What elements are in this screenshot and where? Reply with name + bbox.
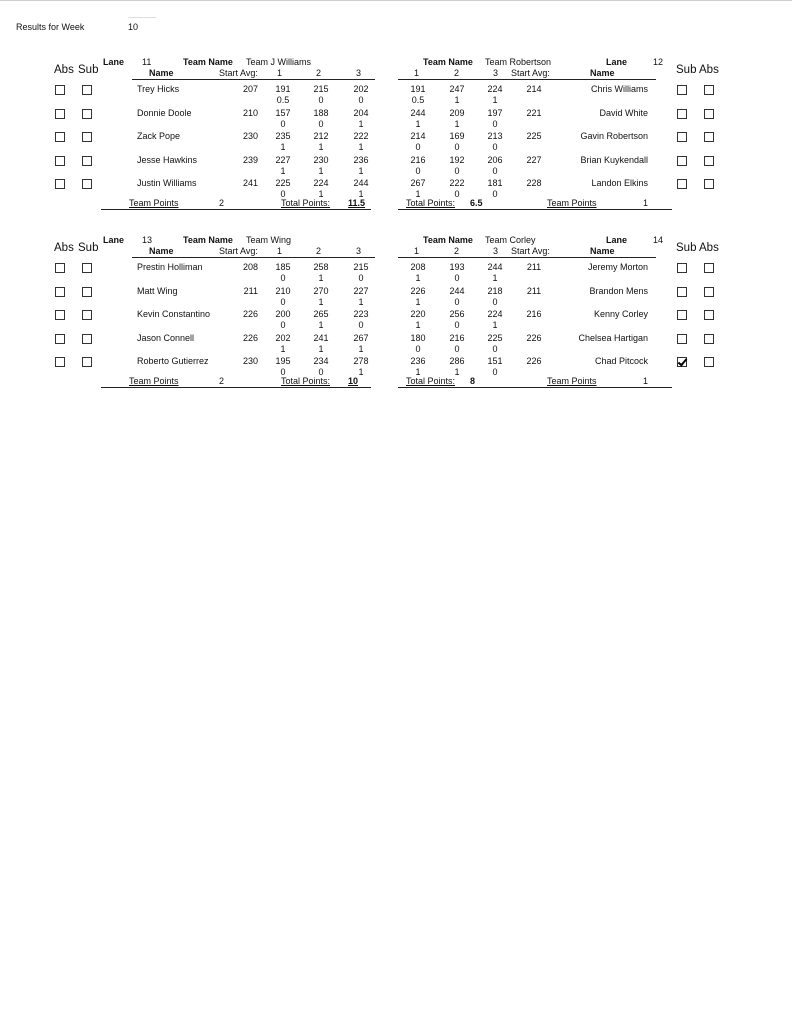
game1-score: 191 <box>275 84 291 94</box>
abs-header-right: Abs <box>699 242 719 254</box>
player-start-avg: 210 <box>242 107 258 118</box>
game2-point: 0 <box>454 343 460 354</box>
game2-score: 258 <box>313 262 329 272</box>
game2-header-left: 2 <box>316 68 322 78</box>
game3-point: 1 <box>358 189 364 199</box>
team-name-left: Team J Williams <box>246 57 312 67</box>
game1-point: 0 <box>415 142 421 152</box>
player-start-avg: 230 <box>242 356 258 366</box>
sub-header-right: Sub <box>676 242 697 254</box>
header-rule-left <box>132 257 375 258</box>
game1-point: 0 <box>280 367 286 377</box>
game1-score: 200 <box>275 309 291 319</box>
substitute-checkbox[interactable] <box>677 334 687 344</box>
game1-score: 220 <box>410 309 426 319</box>
player-start-avg: 239 <box>242 154 258 165</box>
player-name: Prestin Holliman <box>137 262 203 272</box>
game1-score: 180 <box>410 332 426 343</box>
absent-checkbox[interactable] <box>55 310 65 320</box>
substitute-checkbox[interactable] <box>82 287 92 297</box>
player-name: Jesse Hawkins <box>137 154 198 165</box>
game2-point: 1 <box>318 320 324 330</box>
player-name: Chris Williams <box>591 84 648 94</box>
game1-score: 214 <box>410 131 426 141</box>
game2-point: 0 <box>454 189 460 199</box>
game2-score: 234 <box>313 356 329 366</box>
substitute-checkbox[interactable] <box>677 179 687 189</box>
game1-score: 195 <box>275 356 291 366</box>
game2-point: 0 <box>318 367 324 377</box>
player-name: Chad Pitcock <box>594 356 648 366</box>
game2-score: 212 <box>313 131 329 141</box>
player-start-avg: 230 <box>242 131 258 141</box>
game3-point: 0 <box>492 118 498 129</box>
game3-point: 0 <box>492 189 498 199</box>
game2-point: 1 <box>318 142 324 152</box>
total-points-label-left: Total Points: <box>281 375 331 386</box>
game3-point: 0 <box>358 320 364 330</box>
name-header-right: Name <box>590 68 615 78</box>
game1-score: 210 <box>275 285 291 296</box>
game2-score: 215 <box>313 84 329 94</box>
player-start-avg: 226 <box>242 309 258 319</box>
game1-point: 1 <box>280 165 286 176</box>
substitute-checkbox[interactable] <box>82 179 92 189</box>
absent-checkbox[interactable] <box>55 263 65 273</box>
game3-point: 0 <box>492 343 498 354</box>
lane-label-left: Lane <box>103 57 125 67</box>
team-name-right: Team Corley <box>485 235 536 245</box>
game2-score: 265 <box>313 309 329 319</box>
team-name-label-right: Team Name <box>423 235 473 245</box>
game3-score: 202 <box>353 84 369 94</box>
game3-score: 218 <box>487 285 503 296</box>
team-name-right: Team Robertson <box>485 57 552 67</box>
player-start-avg: 221 <box>526 107 542 118</box>
game1-score: 216 <box>410 154 426 165</box>
game2-score: 192 <box>449 154 465 165</box>
game3-point: 1 <box>358 142 364 152</box>
game3-score: 223 <box>353 309 369 319</box>
header-rule-left <box>132 79 375 80</box>
substitute-checkbox[interactable] <box>82 85 92 95</box>
game3-point: 1 <box>358 165 364 176</box>
game2-score: 286 <box>449 356 465 366</box>
game2-point: 1 <box>454 367 460 377</box>
absent-checkbox[interactable] <box>704 310 714 320</box>
game2-score: 222 <box>449 178 465 188</box>
game1-header-right: 1 <box>414 246 420 256</box>
player-name: Brandon Mens <box>589 285 648 296</box>
game2-score: 244 <box>449 285 465 296</box>
game3-score: 236 <box>353 154 369 165</box>
game2-score: 209 <box>449 107 465 118</box>
absent-checkbox[interactable] <box>704 85 714 95</box>
game2-point: 1 <box>454 118 460 129</box>
game1-score: 226 <box>410 285 426 296</box>
game1-score: 244 <box>410 107 426 118</box>
game1-point: 1 <box>415 367 421 377</box>
game1-score: 236 <box>410 356 426 366</box>
game3-point: 1 <box>492 320 498 330</box>
game3-score: 244 <box>353 178 369 188</box>
substitute-checkbox[interactable] <box>677 357 687 367</box>
player-name: Matt Wing <box>137 285 178 296</box>
game2-score: 256 <box>449 309 465 319</box>
game3-score: 267 <box>353 332 369 343</box>
substitute-checkbox[interactable] <box>677 310 687 320</box>
game2-point: 1 <box>318 165 324 176</box>
game2-header-left: 2 <box>316 246 322 256</box>
game2-point: 0 <box>454 142 460 152</box>
player-name: Roberto Gutierrez <box>137 356 209 366</box>
player-name: Landon Elkins <box>591 178 648 188</box>
footer-rule-left <box>101 387 371 388</box>
game2-point: 1 <box>318 343 324 354</box>
substitute-checkbox[interactable] <box>82 132 92 142</box>
substitute-checkbox[interactable] <box>82 334 92 344</box>
total-points-value-right: 8 <box>470 375 476 386</box>
top-border <box>0 0 792 1</box>
player-start-avg: 211 <box>526 262 542 272</box>
game2-score: 193 <box>449 262 465 272</box>
game1-point: 0.5 <box>411 95 425 105</box>
game1-point: 0 <box>280 320 286 330</box>
total-points-value-left: 10 <box>348 375 359 386</box>
sub-header-left: Sub <box>78 64 99 76</box>
player-name: Zack Pope <box>137 131 181 141</box>
substitute-checkbox[interactable] <box>677 263 687 273</box>
lane-number-left: 13 <box>142 235 153 245</box>
player-start-avg: 225 <box>526 131 542 141</box>
absent-checkbox[interactable] <box>704 179 714 189</box>
game1-header-left: 1 <box>277 246 283 256</box>
game1-score: 235 <box>275 131 291 141</box>
player-start-avg: 241 <box>242 178 258 188</box>
absent-checkbox[interactable] <box>55 132 65 142</box>
absent-checkbox[interactable] <box>704 357 714 367</box>
player-name: Trey Hicks <box>137 84 180 94</box>
game3-score: 244 <box>487 262 503 272</box>
game1-point: 0 <box>280 118 286 129</box>
game3-score: 227 <box>353 285 369 296</box>
game3-score: 222 <box>353 131 369 141</box>
game3-score: 224 <box>487 309 503 319</box>
total-points-label-right: Total Points: <box>406 375 456 386</box>
game3-point: 0 <box>492 367 498 377</box>
team-points-label-right: Team Points <box>547 375 597 386</box>
game3-point: 1 <box>358 343 364 354</box>
lane-number-right: 12 <box>653 57 664 67</box>
game1-score: 267 <box>410 178 426 188</box>
game3-score: 206 <box>487 154 503 165</box>
game1-point: 0.5 <box>276 95 290 105</box>
player-start-avg: 207 <box>242 84 258 94</box>
game1-point: 1 <box>280 343 286 354</box>
substitute-checkbox[interactable] <box>677 85 687 95</box>
player-start-avg: 216 <box>526 309 542 319</box>
game1-point: 1 <box>415 320 421 330</box>
player-start-avg: 226 <box>242 332 258 343</box>
substitute-checkbox[interactable] <box>82 263 92 273</box>
total-points-value-right: 6.5 <box>470 197 483 208</box>
game1-score: 208 <box>410 262 426 272</box>
game2-point: 0 <box>318 95 324 105</box>
absent-checkbox[interactable] <box>704 132 714 142</box>
player-name: Jason Connell <box>137 332 195 343</box>
absent-checkbox[interactable] <box>55 109 65 119</box>
game2-point: 0 <box>454 165 460 176</box>
game2-score: 169 <box>449 131 465 141</box>
game2-score: 216 <box>449 332 465 343</box>
lane-number-right: 14 <box>653 235 664 245</box>
header-rule-right <box>398 257 656 258</box>
game1-point: 0 <box>415 343 421 354</box>
substitute-checkbox[interactable] <box>82 156 92 166</box>
player-start-avg: 211 <box>243 285 258 296</box>
player-start-avg: 226 <box>526 356 542 366</box>
player-name: Jeremy Morton <box>587 262 648 272</box>
substitute-checkbox[interactable] <box>677 156 687 166</box>
player-name: Justin Williams <box>137 178 197 188</box>
game1-score: 225 <box>275 178 291 188</box>
game3-point: 0 <box>492 142 498 152</box>
absent-checkbox[interactable] <box>704 156 714 166</box>
footer-rule-left <box>101 209 371 210</box>
team-points-value-right: 1 <box>643 375 649 386</box>
total-points-value-left: 11.5 <box>348 197 366 208</box>
substitute-checkbox[interactable] <box>82 310 92 320</box>
absent-checkbox[interactable] <box>55 357 65 367</box>
name-header-left: Name <box>149 246 174 256</box>
start-avg-header-left: Start Avg: <box>219 68 258 78</box>
absent-checkbox[interactable] <box>704 109 714 119</box>
total-points-label-left: Total Points: <box>281 197 331 208</box>
game2-header-right: 2 <box>454 68 460 78</box>
game3-header-right: 3 <box>493 246 499 256</box>
team-points-value-right: 1 <box>643 197 649 208</box>
team-points-label-right: Team Points <box>547 197 597 208</box>
header-rule-right <box>398 79 656 80</box>
game2-score: 224 <box>313 178 329 188</box>
game1-point: 1 <box>415 189 421 199</box>
team-points-label-left: Team Points <box>129 375 179 386</box>
game2-score: 188 <box>313 107 329 118</box>
substitute-checkbox[interactable] <box>677 287 687 297</box>
team-name-left: Team Wing <box>246 235 292 245</box>
game2-score: 230 <box>313 154 329 165</box>
player-start-avg: 228 <box>526 178 542 188</box>
absent-checkbox[interactable] <box>55 85 65 95</box>
game2-point: 0 <box>454 296 460 307</box>
substitute-checkbox[interactable] <box>677 109 687 119</box>
name-header-left: Name <box>149 68 174 78</box>
game3-score: 215 <box>353 262 369 272</box>
lane-label-right: Lane <box>606 235 628 245</box>
player-name: Kevin Constantino <box>137 309 211 319</box>
name-header-right: Name <box>590 246 615 256</box>
absent-checkbox[interactable] <box>704 334 714 344</box>
game1-score: 157 <box>275 107 291 118</box>
game3-score: 151 <box>487 356 503 366</box>
lane-label-left: Lane <box>103 235 125 245</box>
game1-header-right: 1 <box>414 68 420 78</box>
footer-rule-right <box>398 387 672 388</box>
total-points-label-right: Total Points: <box>406 197 456 208</box>
team-points-label-left: Team Points <box>129 197 179 208</box>
player-start-avg: 214 <box>526 84 542 94</box>
team-points-value-left: 2 <box>219 375 225 386</box>
game3-point: 0 <box>358 95 364 105</box>
game3-point: 1 <box>358 367 364 377</box>
game3-score: 204 <box>353 107 369 118</box>
team-points-value-left: 2 <box>219 197 225 208</box>
game1-point: 0 <box>280 273 286 283</box>
page-title: Results for Week <box>16 22 85 32</box>
absent-checkbox[interactable] <box>704 263 714 273</box>
game1-score: 185 <box>275 262 291 272</box>
game3-point: 0 <box>358 273 364 283</box>
player-start-avg: 211 <box>526 285 542 296</box>
game2-score: 241 <box>313 332 329 343</box>
game3-header-right: 3 <box>493 68 499 78</box>
player-start-avg: 227 <box>526 154 542 165</box>
game2-point: 0 <box>454 320 460 330</box>
game3-header-left: 3 <box>356 246 362 256</box>
player-name: Chelsea Hartigan <box>578 332 648 343</box>
sub-header-left: Sub <box>78 242 99 254</box>
absent-checkbox[interactable] <box>55 287 65 297</box>
substitute-checkbox[interactable] <box>82 357 92 367</box>
game2-score: 270 <box>313 285 329 296</box>
game3-score: 213 <box>487 131 503 141</box>
game3-score: 278 <box>353 356 369 366</box>
game2-score: 247 <box>449 84 465 94</box>
game1-score: 227 <box>275 154 291 165</box>
game3-point: 1 <box>492 273 498 283</box>
game3-score: 181 <box>487 178 503 188</box>
game2-point: 1 <box>318 296 324 307</box>
start-avg-header-right: Start Avg: <box>511 68 550 78</box>
absent-checkbox[interactable] <box>55 156 65 166</box>
game1-point: 0 <box>280 296 286 307</box>
game3-score: 225 <box>487 332 503 343</box>
game2-header-right: 2 <box>454 246 460 256</box>
player-start-avg: 208 <box>242 262 258 272</box>
player-name: Gavin Robertson <box>580 131 648 141</box>
substitute-checkbox[interactable] <box>82 109 92 119</box>
game3-point: 0 <box>492 296 498 307</box>
game2-point: 0 <box>318 118 324 129</box>
game1-point: 0 <box>280 189 286 199</box>
team-name-label-right: Team Name <box>423 57 473 67</box>
sub-header-right: Sub <box>676 64 697 76</box>
team-name-label-left: Team Name <box>183 235 233 245</box>
game3-score: 224 <box>487 84 503 94</box>
game1-point: 1 <box>415 118 421 129</box>
player-start-avg: 226 <box>526 332 542 343</box>
lane-number-left: 11 <box>142 57 152 67</box>
abs-header-left: Abs <box>54 242 74 254</box>
game1-header-left: 1 <box>277 68 283 78</box>
game1-point: 1 <box>415 296 421 307</box>
absent-checkbox[interactable] <box>55 179 65 189</box>
game1-point: 0 <box>415 165 421 176</box>
player-name: Donnie Doole <box>137 107 192 118</box>
game1-point: 1 <box>280 142 286 152</box>
game2-point: 1 <box>454 95 460 105</box>
game3-point: 1 <box>358 296 364 307</box>
game3-point: 1 <box>358 118 364 129</box>
player-name: David White <box>599 107 648 118</box>
game1-score: 191 <box>410 84 426 94</box>
lane-label-right: Lane <box>606 57 628 67</box>
game2-point: 0 <box>454 273 460 283</box>
team-name-label-left: Team Name <box>183 57 233 67</box>
game1-score: 202 <box>275 332 291 343</box>
game3-header-left: 3 <box>356 68 362 78</box>
substitute-checkbox[interactable] <box>677 132 687 142</box>
absent-checkbox[interactable] <box>55 334 65 344</box>
player-name: Brian Kuykendall <box>580 154 648 165</box>
start-avg-header-right: Start Avg: <box>511 246 550 256</box>
game3-point: 1 <box>492 95 498 105</box>
week-input[interactable]: 10 <box>128 17 156 32</box>
game3-score: 197 <box>487 107 503 118</box>
abs-header-left: Abs <box>54 64 74 76</box>
start-avg-header-left: Start Avg: <box>219 246 258 256</box>
player-name: Kenny Corley <box>593 309 648 319</box>
absent-checkbox[interactable] <box>704 287 714 297</box>
footer-rule-right <box>398 209 672 210</box>
game2-point: 1 <box>318 273 324 283</box>
game2-point: 1 <box>318 189 324 199</box>
abs-header-right: Abs <box>699 64 719 76</box>
game1-point: 1 <box>415 273 421 283</box>
game3-point: 0 <box>492 165 498 176</box>
